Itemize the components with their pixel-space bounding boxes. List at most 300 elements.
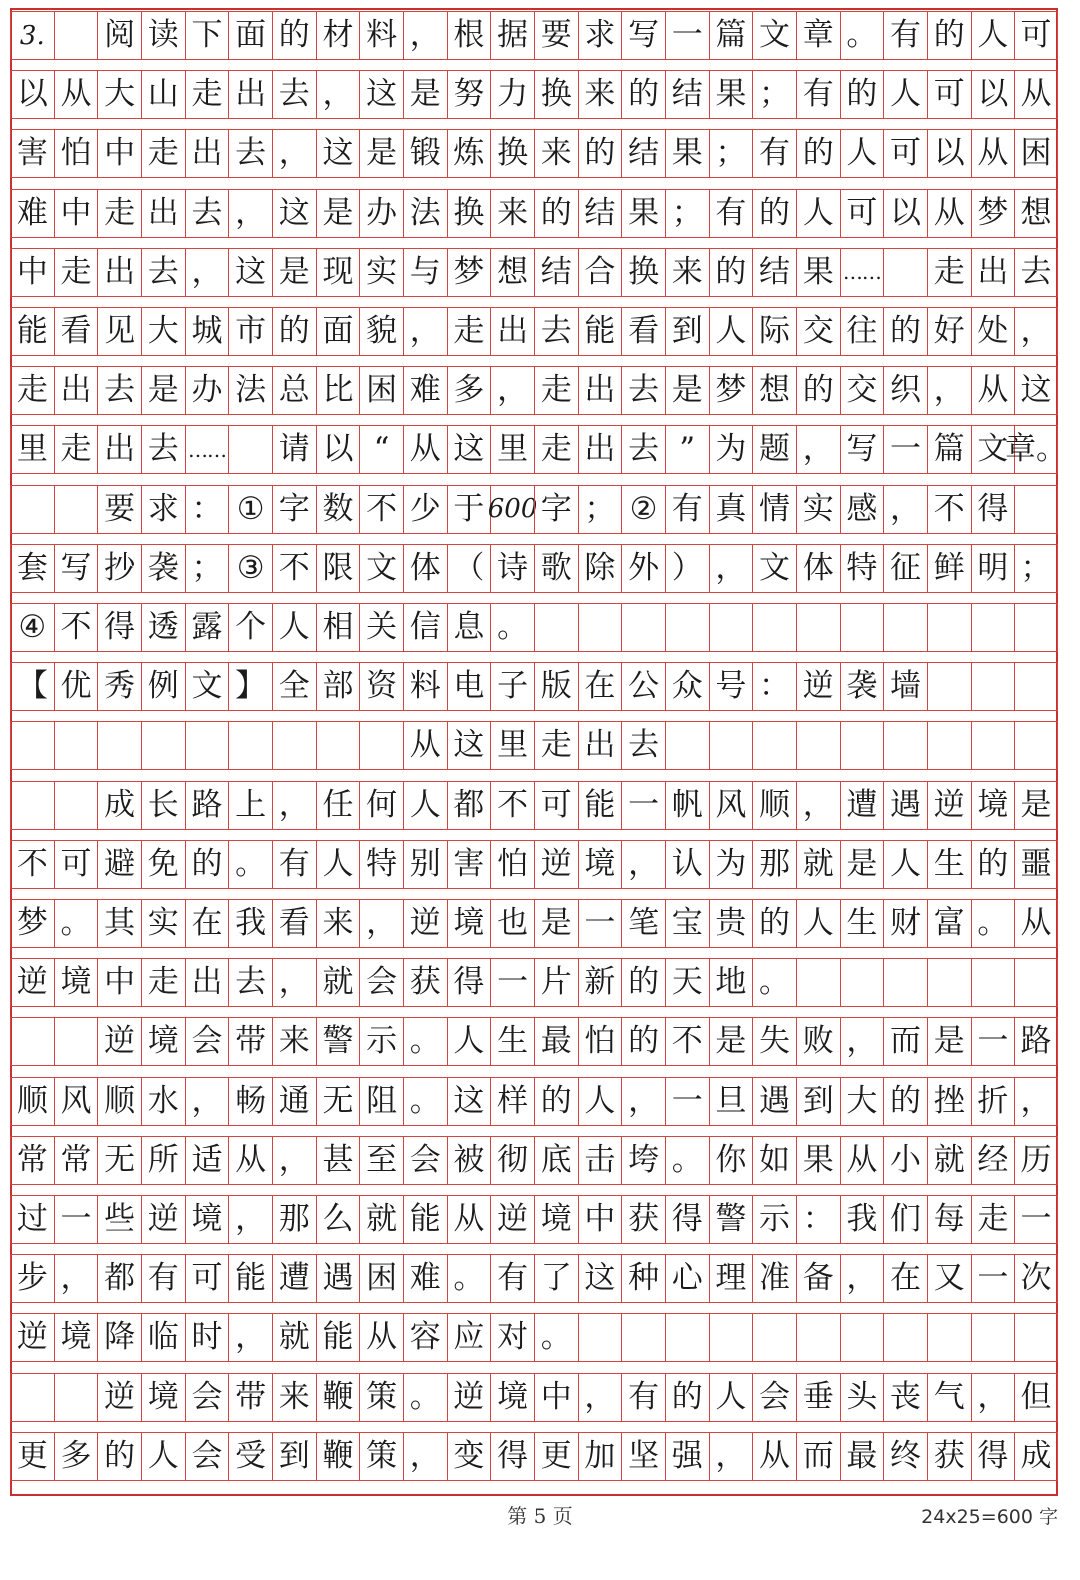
grid-cell [883,603,927,652]
grid-cell: 资 [359,662,403,711]
grid-cell: 去 [534,307,578,356]
grid-cell: ， [403,1432,447,1481]
grid-row [10,485,1058,534]
grid-cell: ， [54,1254,98,1303]
grid-row [10,781,1058,830]
grid-cell: 逆 [927,781,971,830]
grid-cell [840,1313,884,1362]
grid-cell: 从 [1014,899,1058,948]
grid-cell: 。 [447,1254,491,1303]
grid-cell [10,721,54,770]
grid-cell [141,721,185,770]
grid-cell: 好 [927,307,971,356]
grid-cell: ， [185,248,229,297]
grid-cell: 求 [141,485,185,534]
grid-cell: 出 [578,425,622,474]
grid-cell: 的 [534,189,578,238]
grid-cell [54,485,98,534]
grid-cell: 字 [272,485,316,534]
grid-cell: 面 [316,307,360,356]
grid-cell: 鞭 [316,1373,360,1422]
grid-cell: ， [927,366,971,415]
grid-cell [621,1313,665,1362]
grid-cell: 一 [883,425,927,474]
grid-cell: 怕 [54,129,98,178]
grid-cell: 去 [228,958,272,1007]
grid-row [10,129,1058,178]
grid-cell: 也 [490,899,534,948]
grid-row [10,721,1058,770]
grid-cell: 走 [534,366,578,415]
grid-row [10,958,1058,1007]
grid-cell: 墙 [883,662,927,711]
grid-cell: 人 [141,1432,185,1481]
grid-cell: 是 [534,899,578,948]
grid-cell: 看 [272,899,316,948]
grid-cell: 不 [490,781,534,830]
grid-cell: 人 [578,1077,622,1126]
grid-cell [971,958,1015,1007]
grid-cell: 为 [709,425,753,474]
grid-cell: 出 [97,425,141,474]
grid-cell: 走 [97,189,141,238]
grid-cell: 示 [359,1017,403,1066]
grid-cell: 一 [490,958,534,1007]
grid-cell: 际 [752,307,796,356]
grid-cell: 走 [185,70,229,119]
grid-cell: 人 [709,307,753,356]
grid-cell: ， [316,70,360,119]
grid-cell: 去 [621,721,665,770]
grid-cell: 为 [709,840,753,889]
grid-cell: 走 [54,248,98,297]
grid-cell: 的 [927,11,971,60]
grid-cell: 至 [359,1136,403,1185]
grid-cell: 从 [228,1136,272,1185]
grid-cell: 走 [447,307,491,356]
grid-cell: 特 [840,544,884,593]
grid-cell: 上 [228,781,272,830]
grid-cell: 处 [971,307,1015,356]
grid-cell: 得 [971,485,1015,534]
grid-cell [54,781,98,830]
grid-cell: 噩 [1014,840,1058,889]
grid-cell: 有 [621,1373,665,1422]
grid-cell: 去 [272,70,316,119]
grid-cell: …… [840,248,884,297]
grid-cell: ； [709,129,753,178]
grid-cell: 避 [97,840,141,889]
grid-cell: 些 [97,1195,141,1244]
grid-cell: 困 [359,366,403,415]
grid-cell [228,721,272,770]
grid-cell: 文 [752,544,796,593]
grid-cell: 是 [141,366,185,415]
grid-cell: ② [621,485,665,534]
grid-cell: 梦 [10,899,54,948]
grid-cell: 就 [927,1136,971,1185]
grid-cell: 感 [840,485,884,534]
grid-cell [883,248,927,297]
grid-cell [54,1017,98,1066]
grid-cell: 的 [272,11,316,60]
grid-cell: 应 [447,1313,491,1362]
grid-cell: ； [185,544,229,593]
grid-cell: 文 [359,544,403,593]
grid-cell: 透 [141,603,185,652]
grid-cell: 都 [447,781,491,830]
grid-cell: 来 [665,248,709,297]
grid-cell: 畅 [228,1077,272,1126]
grid-cell: 法 [403,189,447,238]
grid-row [10,840,1058,889]
grid-cell: 常 [10,1136,54,1185]
grid-cell: 变 [447,1432,491,1481]
grid-cell: 结 [665,70,709,119]
grid-cell: 求 [578,11,622,60]
grid-cell: 写 [54,544,98,593]
grid-cell [10,1373,54,1422]
grid-cell: 情 [752,485,796,534]
grid-cell: 一 [665,11,709,60]
grid-cell: 顺 [10,1077,54,1126]
grid-cell: 的 [709,248,753,297]
grid-cell: 露 [185,603,229,652]
grid-cell [796,603,840,652]
grid-cell: 的 [272,307,316,356]
grid-cell: ， [1014,307,1058,356]
grid-cell: ， [228,189,272,238]
grid-cell: 地 [709,958,753,1007]
grid-cell: 境 [534,1195,578,1244]
grid-cell: 相 [316,603,360,652]
grid-cell: ， [621,840,665,889]
grid-cell: 来 [534,129,578,178]
grid-cell: 一 [971,1017,1015,1066]
grid-cell: 的 [621,70,665,119]
grid-cell: 更 [10,1432,54,1481]
grid-cell: 的 [578,129,622,178]
grid-cell: 想 [752,366,796,415]
grid-cell [752,721,796,770]
grid-cell [54,721,98,770]
grid-row [10,1077,1058,1126]
grid-cell: 实 [359,248,403,297]
grid-cell: 。 [752,958,796,1007]
grid-cell: 去 [97,366,141,415]
grid-cell: 这 [359,70,403,119]
grid-cell: 以 [10,70,54,119]
grid-cell: ， [796,781,840,830]
grid-cell: 走 [534,425,578,474]
grid-cell: 子 [490,662,534,711]
grid-cell: 真 [709,485,753,534]
grid-cell: 的 [621,958,665,1007]
grid-cell: 底 [534,1136,578,1185]
grid-cell: 来 [578,70,622,119]
grid-cell [709,603,753,652]
grid-cell: 折 [971,1077,1015,1126]
grid-row [10,1313,1058,1362]
grid-cell: ， [272,781,316,830]
grid-cell: 步 [10,1254,54,1303]
grid-cell: 合 [578,248,622,297]
grid-cell: 境 [141,1373,185,1422]
grid-cell: 秀 [97,662,141,711]
grid-cell: 歌 [534,544,578,593]
grid-cell [10,781,54,830]
grid-cell [752,1313,796,1362]
grid-cell: 。 [403,1373,447,1422]
grid-cell: ， [709,544,753,593]
grid-cell: 抄 [97,544,141,593]
grid-cell: 办 [185,366,229,415]
grid-cell: 那 [752,840,796,889]
grid-cell: 的 [840,70,884,119]
grid-cell: 以 [883,189,927,238]
grid-cell: 会 [185,1432,229,1481]
grid-cell [1014,1313,1058,1362]
grid-cell [840,958,884,1007]
grid-cell: ， [185,1077,229,1126]
grid-cell: 出 [490,307,534,356]
grid-cell: 逆 [97,1373,141,1422]
grid-cell: 时 [185,1313,229,1362]
grid-cell: 们 [883,1195,927,1244]
grid-cell [534,603,578,652]
grid-cell: 到 [665,307,709,356]
grid-cell [796,958,840,1007]
grid-cell: 出 [228,70,272,119]
grid-cell: 降 [97,1313,141,1362]
grid-cell: 会 [185,1373,229,1422]
grid-cell: 片 [534,958,578,1007]
grid-cell: 境 [578,840,622,889]
grid-cell: 容 [403,1313,447,1362]
grid-cell: 部 [316,662,360,711]
grid-cell: 而 [883,1017,927,1066]
grid-cell: 文 [971,425,1015,474]
grid-cell [709,721,753,770]
grid-cell: 。 [840,11,884,60]
grid-cell: ： [796,1195,840,1244]
grid-cell: ， [1014,1077,1058,1126]
grid-cell: 下 [185,11,229,60]
grid-cell: 最 [840,1432,884,1481]
grid-cell: 宝 [665,899,709,948]
grid-cell: 想 [1014,189,1058,238]
grid-cell: 600 [490,485,534,534]
grid-cell: 交 [796,307,840,356]
grid-cell: 遭 [840,781,884,830]
grid-cell: 到 [272,1432,316,1481]
grid-cell [883,958,927,1007]
grid-row [10,1195,1058,1244]
grid-cell [971,721,1015,770]
grid-cell: 对 [490,1313,534,1362]
grid-cell: 诗 [490,544,534,593]
grid-cell: 换 [621,248,665,297]
grid-cell: 从 [403,721,447,770]
grid-cell: 总 [272,366,316,415]
grid-cell [971,603,1015,652]
grid-cell: 无 [316,1077,360,1126]
page-number: 第 5 页 [507,1504,573,1528]
grid-cell: 外 [621,544,665,593]
grid-cell: 果 [796,248,840,297]
grid-cell: 带 [228,1373,272,1422]
grid-cell: 你 [709,1136,753,1185]
grid-cell: 章 [796,11,840,60]
grid-cell: 遇 [752,1077,796,1126]
grid-cell: 通 [272,1077,316,1126]
grid-cell [883,1313,927,1362]
grid-cell: 逆 [10,958,54,1007]
grid-cell: 适 [185,1136,229,1185]
grid-row [10,11,1058,60]
grid-cell: 风 [709,781,753,830]
grid-cell: 难 [10,189,54,238]
grid-cell: 可 [185,1254,229,1303]
grid-cell: 里 [10,425,54,474]
grid-cell [840,721,884,770]
grid-cell: 的 [752,189,796,238]
grid-cell: 读 [141,11,185,60]
grid-cell: 不 [665,1017,709,1066]
grid-cell: ， [490,366,534,415]
grid-row [10,1136,1058,1185]
grid-cell: 是 [709,1017,753,1066]
grid-cell: 中 [54,189,98,238]
grid-cell [971,1313,1015,1362]
grid-cell: 遇 [316,1254,360,1303]
grid-cell: 走 [534,721,578,770]
grid-cell: 大 [141,307,185,356]
grid-cell: 众 [665,662,709,711]
grid-cell: 怕 [490,840,534,889]
grid-cell: 困 [1014,129,1058,178]
grid-cell: 料 [359,11,403,60]
grid-cell: 获 [403,958,447,1007]
grid-cell: 财 [883,899,927,948]
grid-cell [1014,958,1058,1007]
grid-cell: 气 [927,1373,971,1422]
grid-cell: 要 [534,11,578,60]
grid-cell: 去 [621,425,665,474]
grid-cell: 的 [883,307,927,356]
grid-cell: ， [359,899,403,948]
grid-cell: 这 [447,1077,491,1126]
grid-cell: 。 [665,1136,709,1185]
grid-cell: 从 [54,70,98,119]
grid-cell: ” [665,425,709,474]
grid-cell: 的 [883,1077,927,1126]
grid-cell: 根 [447,11,491,60]
grid-cell: 城 [185,307,229,356]
grid-cell: 难 [403,1254,447,1303]
grid-cell: 有 [752,129,796,178]
grid-cell: 水 [141,1077,185,1126]
grid-cell: 人 [709,1373,753,1422]
grid-cell: 得 [971,1432,1015,1481]
grid-cell: 是 [840,840,884,889]
grid-cell [1014,485,1058,534]
grid-cell: 走 [54,425,98,474]
grid-cell: 从 [927,189,971,238]
grid-cell: ， [971,1373,1015,1422]
grid-cell: 体 [403,544,447,593]
grid-cell: 息 [447,603,491,652]
grid-cell: 旦 [709,1077,753,1126]
grid-cell: 境 [141,1017,185,1066]
grid-cell: 免 [141,840,185,889]
grid-cell: 成 [97,781,141,830]
grid-cell: 来 [490,189,534,238]
grid-cell: 在 [185,899,229,948]
grid-cell: 一 [54,1195,98,1244]
grid-cell: 看 [621,307,665,356]
grid-cell [97,721,141,770]
grid-cell: 实 [796,485,840,534]
grid-cell: 带 [228,1017,272,1066]
grid-cell: 从 [359,1313,403,1362]
grid-cell [621,603,665,652]
grid-row [10,1254,1058,1303]
grid-cell: 明 [971,544,1015,593]
grid-cell: 中 [534,1373,578,1422]
grid-cell: 中 [97,129,141,178]
grid-cell: 征 [883,544,927,593]
grid-cell: 从 [403,425,447,474]
grid-row [10,662,1058,711]
grid-cell: 不 [272,544,316,593]
grid-cell: 人 [447,1017,491,1066]
grid-cell: 受 [228,1432,272,1481]
grid-cell: 示 [752,1195,796,1244]
grid-cell: ， [228,1313,272,1362]
grid-cell: 境 [54,958,98,1007]
grid-cell: 困 [359,1254,403,1303]
grid-cell: 顺 [97,1077,141,1126]
grid-cell: 写 [621,11,665,60]
grid-cell: 中 [97,958,141,1007]
grid-cell: 就 [359,1195,403,1244]
grid-cell: 生 [840,899,884,948]
grid-cell: 可 [54,840,98,889]
grid-cell: 我 [228,899,272,948]
grid-cell: 这 [1014,366,1058,415]
grid-cell: 逆 [447,1373,491,1422]
grid-cell: 能 [578,307,622,356]
grid-cell: 结 [534,248,578,297]
grid-cell: 我 [840,1195,884,1244]
grid-cell: 文 [185,662,229,711]
grid-cell: 人 [971,11,1015,60]
grid-cell: 炼 [447,129,491,178]
grid-cell: 得 [665,1195,709,1244]
grid-cell: ） [665,544,709,593]
grid-cell [10,1017,54,1066]
grid-cell: 这 [447,721,491,770]
grid-row [10,366,1058,415]
grid-cell [359,721,403,770]
grid-cell: 不 [10,840,54,889]
grid-cell: 击 [578,1136,622,1185]
grid-count: 24x25=600 字 [921,1506,1058,1528]
grid-cell [316,721,360,770]
grid-cell: 是 [665,366,709,415]
grid-cell: 3. [10,11,54,60]
